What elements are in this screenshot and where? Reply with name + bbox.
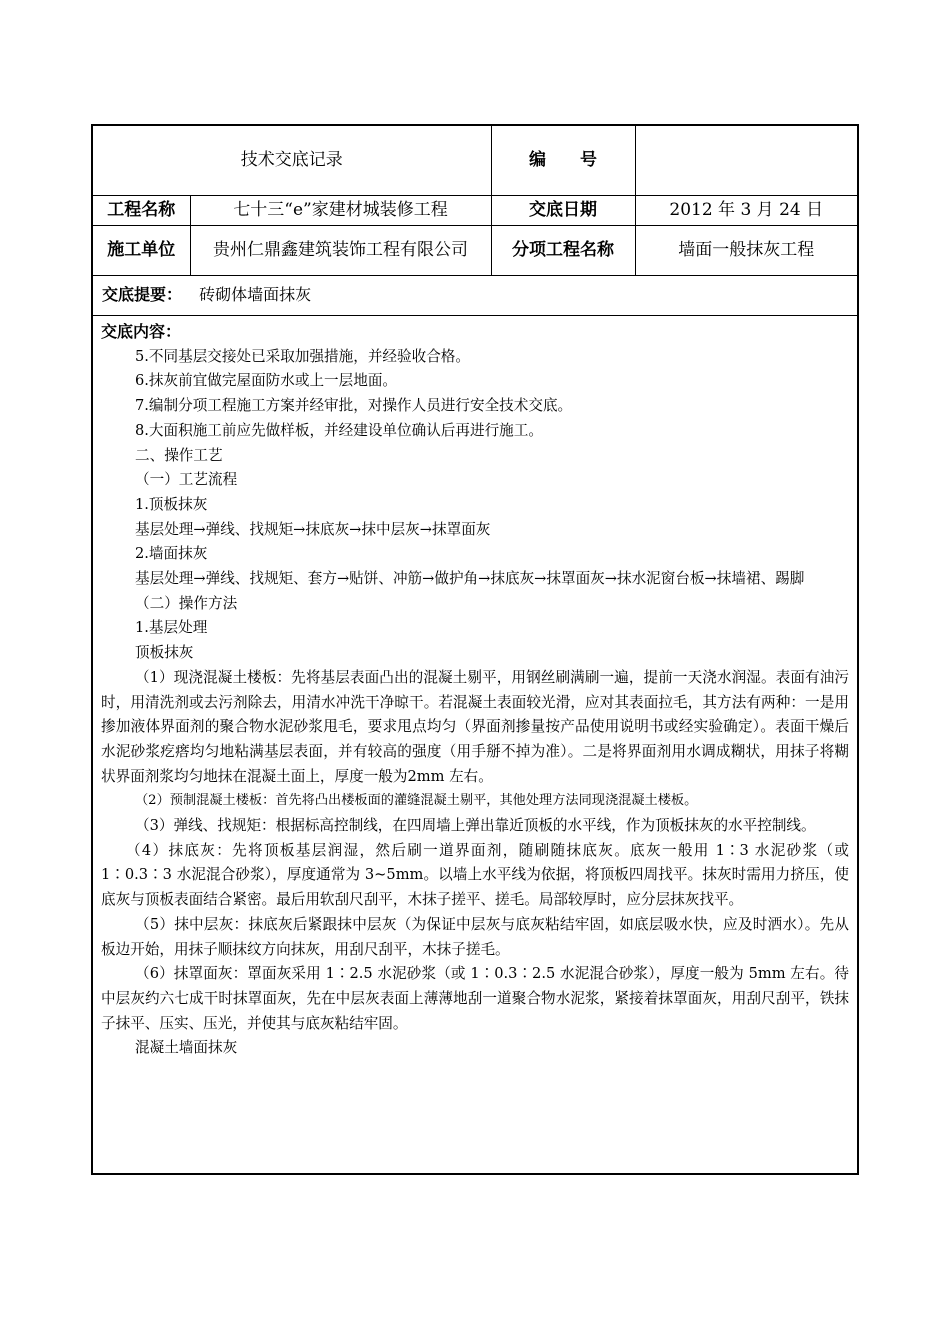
content-paragraph: （2）预制混凝土楼板：首先将凸出楼板面的灌缝混凝土剔平，其他处理方法同现浇混凝土楼板。 xyxy=(135,793,698,809)
content-line: 1.顶板抹灰 xyxy=(135,495,208,513)
content-line: 7.编制分项工程施工方案并经审批，对操作人员进行安全技术交底。 xyxy=(135,397,573,415)
content-paragraph: （5）抹中层灰：抹底灰后紧跟抹中层灰（为保证中层灰与底灰粘结牢固，如底层吸水快，应及时洒水）。先从板边开始，用抹子顺抹纹方向抹灰，用刮尺刮平，木抹子搓毛。 xyxy=(101,915,849,958)
disclosure-record-form xyxy=(91,124,859,1175)
sub-project-label: 分项工程名称 xyxy=(491,225,635,275)
content-line: （二）操作方法 xyxy=(135,594,238,612)
content-line: 基层处理→弹线、找规矩、套方→贴饼、冲筋→做护角→抹底灰→抹罩面灰→抹水泥窗台板→抹墙裙、踢脚 xyxy=(135,570,805,588)
content-line: （一）工艺流程 xyxy=(135,471,238,489)
content-line: 1.基层处理 xyxy=(135,619,208,637)
content-label: 交底内容： xyxy=(101,322,182,341)
content-line: 5.不同基层交接处已采取加强措施，并经验收合格。 xyxy=(135,347,470,365)
contractor-label: 施工单位 xyxy=(93,225,190,275)
summary-value: 砖砌体墙面抹灰 xyxy=(199,285,312,304)
content-paragraph: （6）抹罩面灰：罩面灰采用 1∶2.5 水泥砂浆（或 1∶0.3∶2.5 水泥混合砂浆），厚度一般为 5mm 左右。待中层灰约六七成干时抹罩面灰，先在中层灰表面上薄薄地刮一道聚合物水泥浆，紧接着抹罩面灰，用刮尺刮平，铁抹子抹平、压实、压光，并使其与底灰粘结牢固。 xyxy=(101,965,849,1032)
content-line: 混凝土墙面抹灰 xyxy=(135,1039,238,1057)
number-label: 编 号 xyxy=(491,126,635,195)
content-paragraph: （4）抹底灰：先将顶板基层润湿，然后刷一道界面剂，随刷随抹底灰。底灰一般用 1∶3 水泥砂浆（或 1∶0.3∶3 水泥混合砂浆），厚度通常为 3~5mm。以墙上水平线为依据，将顶板四周找平。抹灰时需用力挤压，使底灰与顶板表面结合紧密。最后用软刮尺刮平，木抹子搓平、搓毛。局部较厚时，应分层抹灰找平。 xyxy=(101,841,849,909)
date-value: 2012 年 3 月 24 日 xyxy=(635,195,857,225)
header-table xyxy=(93,126,857,276)
content-paragraph: （3）弹线、找规矩：根据标高控制线，在四周墙上弹出靠近顶板的水平线，作为顶板抹灰的水平控制线。 xyxy=(135,817,816,835)
content-line: 基层处理→弹线、找规矩→抹底灰→抹中层灰→抹罩面灰 xyxy=(135,520,491,538)
sub-project-value: 墙面一般抹灰工程 xyxy=(635,225,857,275)
summary-label: 交底提要： xyxy=(102,285,183,304)
summary-row xyxy=(93,275,857,316)
project-name-value: 七十三“e”家建材城装修工程 xyxy=(190,195,491,225)
content-line: 6.抹灰前宜做完屋面防水或上一层地面。 xyxy=(135,372,398,390)
content-line: 8.大面积施工前应先做样板，并经建设单位确认后再进行施工。 xyxy=(135,421,543,439)
project-name-label: 工程名称 xyxy=(93,195,190,225)
number-value xyxy=(635,126,857,195)
form-title: 技术交底记录 xyxy=(93,126,491,195)
content-section xyxy=(93,320,857,1061)
content-line: 顶板抹灰 xyxy=(135,644,194,662)
content-line: 2.墙面抹灰 xyxy=(135,545,208,563)
content-line: 二、操作工艺 xyxy=(135,446,223,464)
date-label: 交底日期 xyxy=(491,195,635,225)
content-paragraph: （1）现浇混凝土楼板：先将基层表面凸出的混凝土剔平，用钢丝刷满刷一遍，提前一天浇水润湿。表面有油污时，用清洗剂或去污剂除去，用清水冲洗干净晾干。若混凝土表面较光滑，应对其表面拉毛，其方法有两种：一是用掺加液体界面剂的聚合物水泥砂浆甩毛，要求甩点均匀（界面剂掺量按产品使用说明书或经实验确定）。表面干燥后水泥砂浆疙瘩均匀地粘满基层表面，并有较高的强度（用手掰不掉为准）。二是将界面剂用水调成糊状，用抹子将糊状界面剂浆均匀地抹在混凝土面上，厚度一般为2mm 左右。 xyxy=(101,668,849,785)
contractor-value: 贵州仁鼎鑫建筑装饰工程有限公司 xyxy=(190,225,491,275)
